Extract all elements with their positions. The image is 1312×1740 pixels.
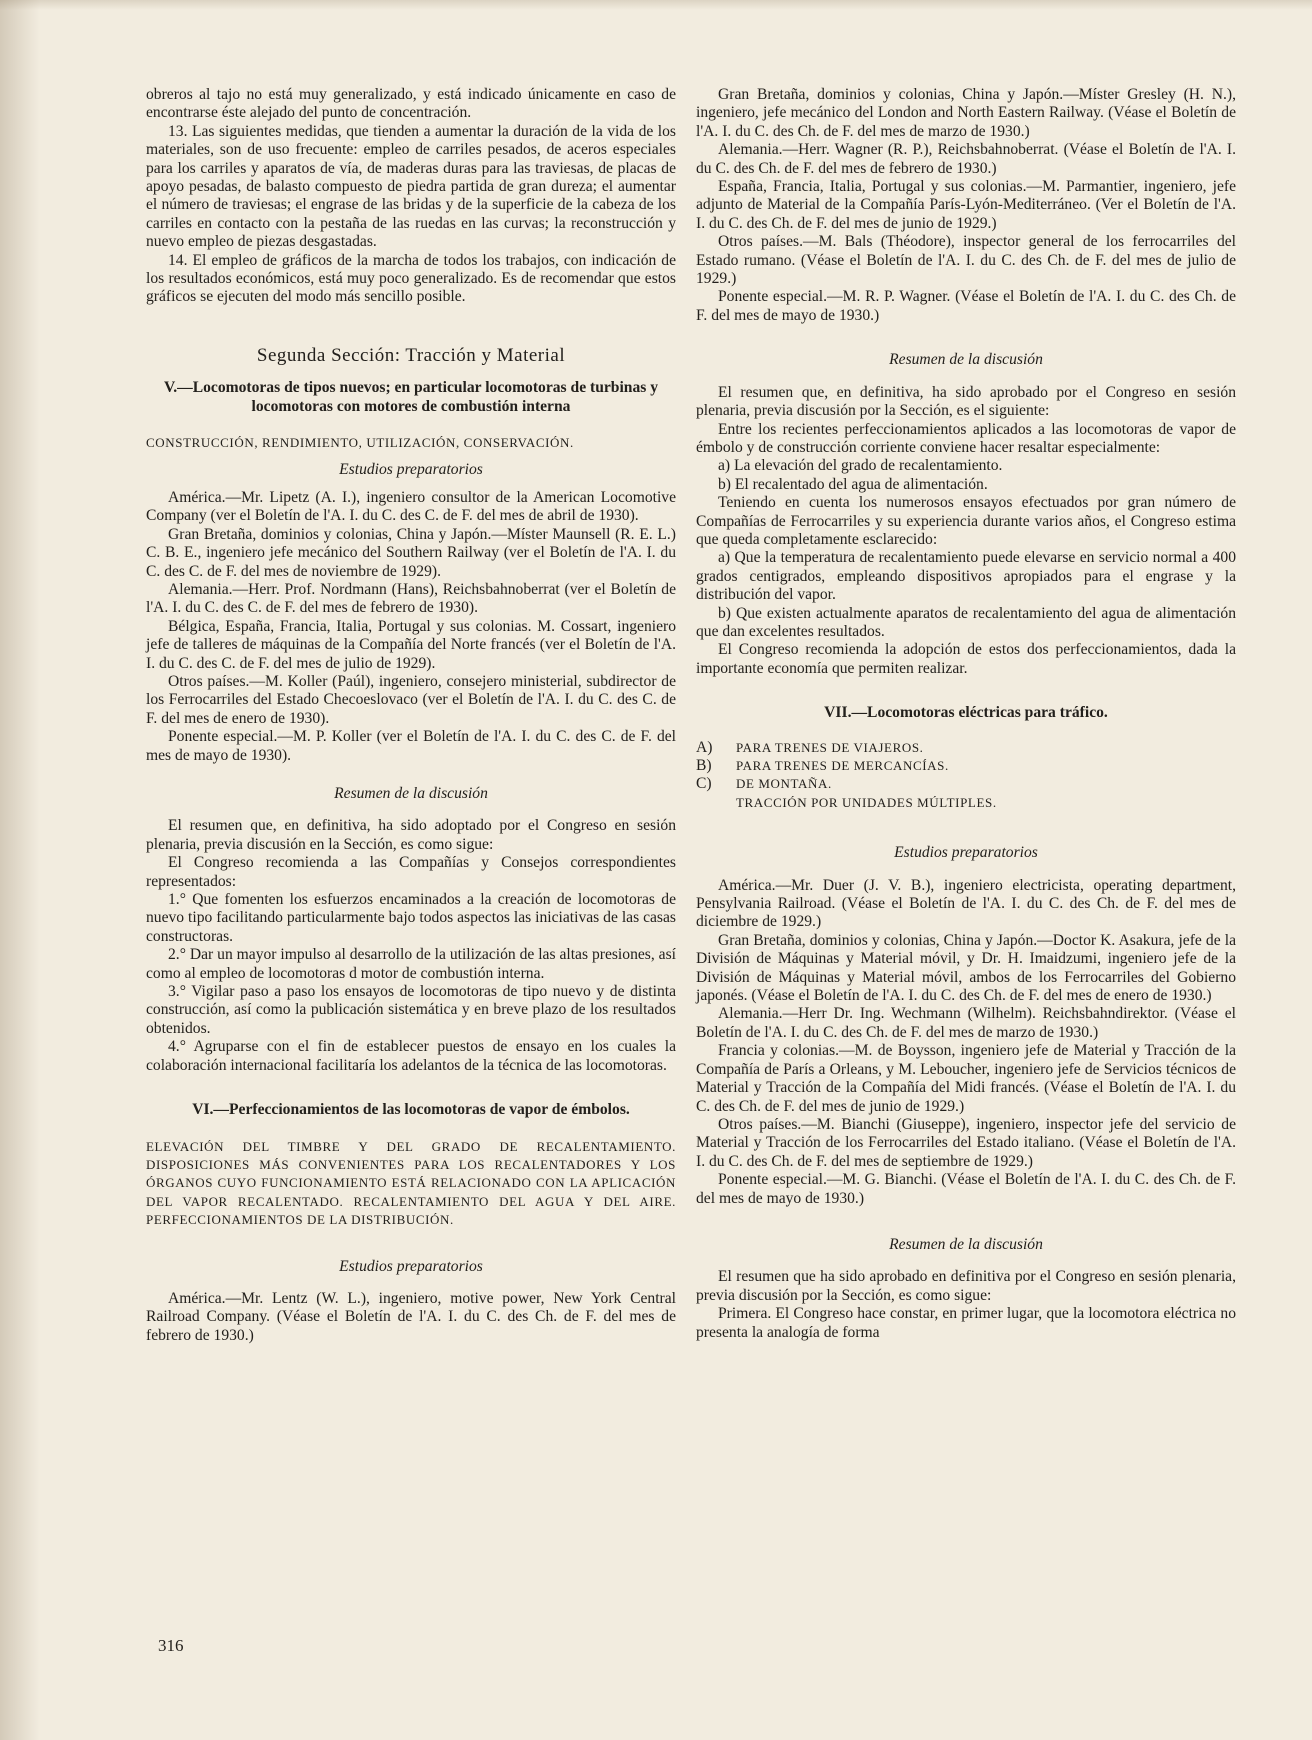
list-item-text: DE MONTAÑA. [736,776,832,792]
chapter-v-heading: V.—Locomotoras de tipos nuevos; en particular locomotoras de turbinas y locomotoras con motores de combustión interna [163,379,659,415]
resumen-heading: Resumen de la discusión [889,1235,1043,1253]
paragraph: 1.° Que fomenten los esfuerzos encaminados a la creación de locomotoras de nuevo tipo facilitando particularmente bajo todos aspectos las iniciativas de las casas constructoras. [146,891,676,945]
left-column [146,86,676,1345]
chapter-vi-topics: ELEVACIÓN DEL TIMBRE Y DEL GRADO DE RECALENTAMIENTO. DISPOSICIONES MÁS CONVENIENTES PARA LOS RECALENTADORES Y LOS ÓRGANOS CUYO FUNCIONAMIENTO ESTÁ RELACIONADO CON LA APLICACIÓN DEL VAPOR RECALENTADO. RECALENTAMIENTO DEL AGUA Y DEL AIRE. PERFECCIONAMIENTOS DE LA DISTRIBUCIÓN. [146,1138,676,1228]
paragraph: 2.° Dar un mayor impulso al desarrollo de la utilización de las altas presiones, así como al empleo de locomotoras d motor de combustión interna. [146,946,676,982]
list-item-key: C) [696,775,712,793]
list-item-text: TRACCIÓN POR UNIDADES MÚLTIPLES. [736,794,997,810]
reporter-entry: Alemania.—Herr Dr. Ing. Wechmann (Wilhelm). Reichsbahndirektor. (Véase el Boletín de l'A. I. du C. des Ch. de F. del mes de marzo de 1930.) [696,1005,1236,1041]
reporter-entry: Francia y colonias.—M. de Boysson, ingeniero jefe de Material y Tracción de la Compañía de París a Orleans, y M. Leboucher, ingeniero jefe de Servicios técnicos de Material y Tracción de la Compañía del Midi francés. (Véase el Boletín de l'A. I. du C. des Ch. de F. del mes de junio de 1929.) [696,1042,1236,1115]
reporter-entry: América.—Mr. Lipetz (A. I.), ingeniero consultor de la American Locomotive Company (ver el Boletín de l'A. I. du C. des C. de F. del mes de abril de 1930). [146,488,676,525]
paragraph: Entre los recientes perfeccionamientos aplicados a las locomotoras de vapor de émbolo y de construcción corriente conviene hacer resaltar especialmente: [696,420,1236,456]
reporter-entry: España, Francia, Italia, Portugal y sus colonias.—M. Parmantier, ingeniero, jefe adjunto de Material de la Compañía París-Lyón-Mediterráneo. (Ver el Boletín de l'A. I. du C. des Ch. de F. del mes de junio de 1929.) [696,178,1236,232]
chapter-vii-heading: VII.—Locomotoras eléctricas para tráfico. [824,704,1108,722]
page-number: 316 [158,1636,184,1655]
paragraph: El Congreso recomienda la adopción de estos dos perfeccionamientos, dada la importante economía que permiten realizar. [696,641,1236,677]
list-item-key: A) [696,738,713,756]
reporter-entry: Gran Bretaña, dominios y colonias, China y Japón.—Míster Maunsell (R. E. L.) C. B. E., ingeniero jefe mecánico del Southern Railway (ver el Boletín de l'A. I. du C. des C. de F. del mes de noviembre de 1929). [146,525,676,580]
section-title: Segunda Sección: Tracción y Material [256,344,566,366]
resumen-heading: Resumen de la discusión [889,351,1043,369]
list-item [696,739,1236,757]
list-item [696,757,1236,775]
paragraph: El Congreso recomienda a las Compañías y Consejos correspondientes representados: [146,854,676,890]
reporter-entry: Alemania.—Herr. Prof. Nordmann (Hans), Reichsbahnoberrat (ver el Boletín de l'A. I. du C. des C. de F. del mes de febrero de 1930). [146,580,676,617]
list-item-key [696,794,736,812]
estudios-heading: Estudios preparatorios [894,844,1038,862]
resumen-heading: Resumen de la discusión [334,785,488,802]
paragraph: El resumen que, en definitiva, ha sido adoptado por el Congreso en sesión plenaria, previa discusión en la Sección, es como sigue: [146,817,676,853]
reporter-entry: América.—Mr. Lentz (W. L.), ingeniero, motive power, New York Central Railroad Company. (Véase el Boletín de l'A. I. du C. des Ch. de F. del mes de febrero de 1930.) [146,1289,676,1344]
chapter-vi-heading: VI.—Perfeccionamientos de las locomotoras de vapor de émbolos. [192,1101,630,1119]
paragraph: Primera. El Congreso hace constar, en primer lugar, que la locomotora eléctrica no presenta la analogía de forma [696,1305,1236,1341]
estudios-heading: Estudios preparatorios [339,1257,483,1275]
paragraph: El resumen que ha sido aprobado en definitiva por el Congreso en sesión plenaria, previa discusión por la Sección, es como sigue: [696,1268,1236,1304]
chapter-vii-list [696,739,1236,813]
reporter-entry: Ponente especial.—M. G. Bianchi. (Véase el Boletín de l'A. I. du C. des Ch. de F. del mes de mayo de 1930.) [696,1171,1236,1207]
list-item [696,794,1236,812]
chapter-v-topics: CONSTRUCCIÓN, RENDIMIENTO, UTILIZACIÓN, CONSERVACIÓN. [146,435,574,451]
right-column [696,86,1236,1342]
paragraph-13: 13. Las siguientes medidas, que tienden a aumentar la duración de la vida de los materiales, son de uso frecuente: empleo de carriles pesados, de aceros especiales para los carriles y aparatos de vía, de maderas duras para las traviesas, de placas de apoyo pesadas, de balasto compuesto de piedra partida de gran dureza; el aumentar el número de traviesas; el engrase de las bridas y de la superficie de la cabeza de los carriles en contacto con la pestaña de las ruedas en las curvas; la reconstrucción y nuevo empleo de piezas desgastadas. [146,122,676,251]
paragraph: El resumen que, en definitiva, ha sido aprobado por el Congreso en sesión plenaria, previa discusión por la Sección, es el siguiente: [696,383,1236,420]
paragraph-14: 14. El empleo de gráficos de la marcha de todos los trabajos, con indicación de los resultados económicos, está muy poco generalizado. Es de recomendar que estos gráficos se ejecuten del modo más sencillo posible. [146,251,676,306]
reporter-entry: Bélgica, España, Francia, Italia, Portugal y sus colonias. M. Cossart, ingeniero jefe de talleres de máquinas de la Compañía del Norte francés (ver el Boletín de l'A. I. du C. des C. de F. del mes de julio de 1929). [146,617,676,672]
list-item-text: PARA TRENES DE VIAJEROS. [736,739,924,755]
reporter-entry: Gran Bretaña, dominios y colonias, China y Japón.—Míster Gresley (H. N.), ingeniero, jefe mecánico del London and North Eastern Railway. (Véase el Boletín de l'A. I. du C. des Ch. de F. del mes de marzo de 1930.) [696,86,1236,140]
page-fold-shadow [0,0,40,1740]
reporter-entry: Otros países.—M. Koller (Paúl), ingeniero, consejero ministerial, subdirector de los Ferrocarriles del Estado Checoeslovaco (ver el Boletín de l'A. I. du C. des C. de F. del mes de enero de 1930). [146,672,676,727]
reporter-entry: Alemania.—Herr. Wagner (R. P.), Reichsbahnoberrat. (Véase el Boletín de l'A. I. du C. des Ch. de F. del mes de febrero de 1930.) [696,141,1236,177]
paragraph: 3.° Vigilar paso a paso los ensayos de locomotoras de tipo nuevo y de distinta construcción, así como la publicación sistemática y en breve plazo de los resultados obtenidos. [146,983,676,1037]
reporter-entry: Ponente especial.—M. P. Koller (ver el Boletín de l'A. I. du C. des C. de F. del mes de mayo de 1930). [146,728,676,764]
page-top-shadow [0,0,1312,10]
reporter-entry: Otros países.—M. Bianchi (Giuseppe), ingeniero, inspector jefe del servicio de Material y Tracción de los Ferrocarriles del Estado italiano. (Véase el Boletín de l'A. I. du C. des Ch. de F. del mes de septiembre de 1929.) [696,1115,1236,1170]
paragraph: a) La elevación del grado de recalentamiento. [718,457,1003,475]
reporter-entry: Gran Bretaña, dominios y colonias, China y Japón.—Doctor K. Asakura, jefe de la División de Máquinas y Material móvil, y Dr. H. Imaidzumi, ingeniero jefe de la División de Máquinas y Material móvil, ambos de los Ferrocarriles del Gobierno japonés. (Véase el Boletín de l'A. I. du C. des Ch. de F. del mes de enero de 1930.) [696,931,1236,1005]
list-item [696,775,1236,793]
paragraph: b) El recalentado del agua de alimentación. [718,475,988,493]
reporter-entry: Ponente especial.—M. R. P. Wagner. (Véase el Boletín de l'A. I. du C. des Ch. de F. del mes de mayo de 1930.) [696,288,1236,324]
paragraph: obreros al tajo no está muy generalizado, y está indicado únicamente en caso de encontrarse éste alejado del punto de concentración. [146,86,676,122]
reporter-entry: América.—Mr. Duer (J. V. B.), ingeniero electricista, operating department, Pensylvania Railroad. (Véase el Boletín de l'A. I. du C. des Ch. de F. del mes de diciembre de 1929.) [696,876,1236,931]
list-item-text: PARA TRENES DE MERCANCÍAS. [736,758,949,773]
list-item-key: B) [696,757,712,774]
estudios-heading: Estudios preparatorios [339,460,483,478]
reporter-entry: Otros países.—M. Bals (Théodore), inspector general de los ferrocarriles del Estado rumano. (Véase el Boletín de l'A. I. du C. des Ch. de F. del mes de julio de 1929.) [696,233,1236,288]
paragraph: Teniendo en cuenta los numerosos ensayos efectuados por gran número de Compañías de Ferrocarriles y su experiencia durante varios años, el Congreso estima que queda completamente esclarecido: [696,494,1236,548]
paragraph: a) Que la temperatura de recalentamiento puede elevarse en servicio normal a 400 grados centigrados, empleando dispositivos apropiados para el engrase y la distribución del vapor. [696,549,1236,604]
paragraph: b) Que existen actualmente aparatos de recalentamiento del agua de alimentación que dan excelentes resultados. [696,604,1236,640]
paragraph: 4.° Agruparse con el fin de establecer puestos de ensayo en los cuales la colaboración internacional facilitaría los adelantos de la técnica de las locomotoras. [146,1038,676,1074]
